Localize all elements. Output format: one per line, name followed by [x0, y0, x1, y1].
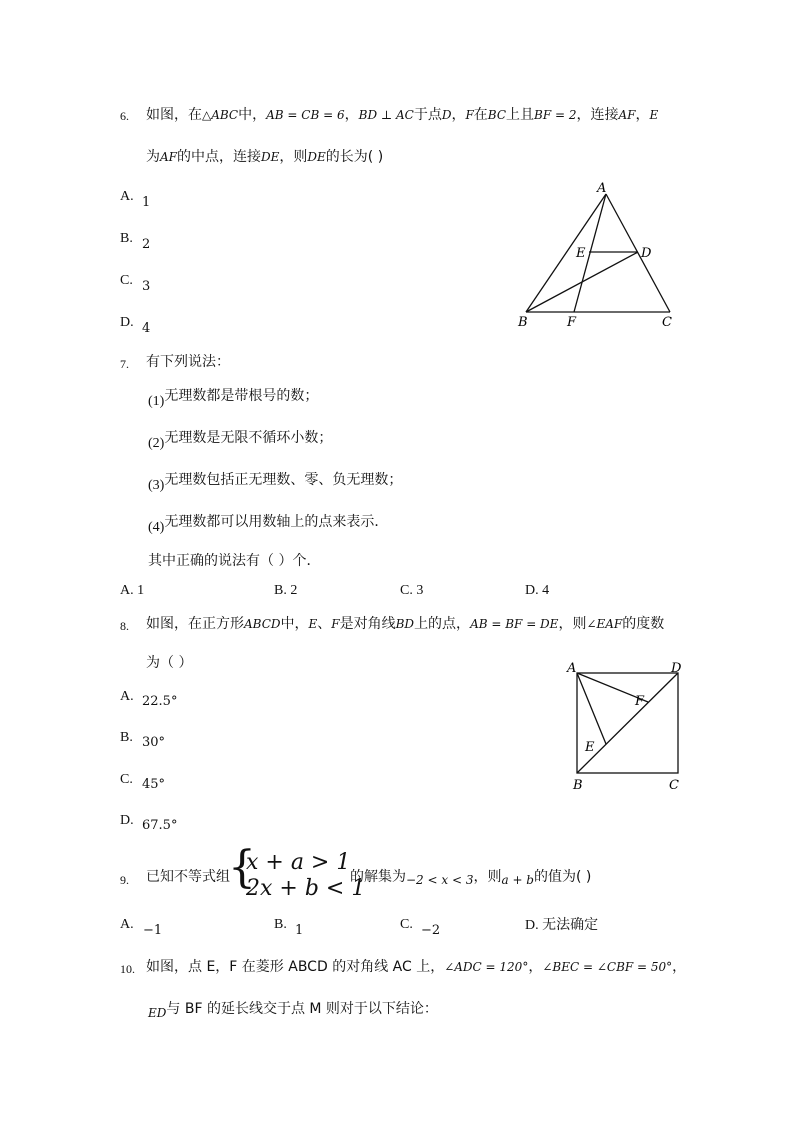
option-d-label: D. [120, 813, 134, 828]
question-8-line-2: 为（ ） [146, 655, 193, 671]
question-number: 6. [120, 109, 129, 123]
option-b-label: B. [274, 917, 287, 932]
option-c-label: C. [400, 917, 413, 932]
vertex-label-c: C [662, 315, 672, 330]
diagonal-bd [577, 673, 678, 773]
vertex-label-e: E [585, 740, 595, 755]
question-9-intro: 已知不等式组 [146, 869, 230, 885]
statement-1: (1)无理数都是带根号的数； [148, 388, 319, 409]
option-a-label: A. [120, 689, 134, 704]
vertex-label-a: A [567, 661, 577, 676]
vertex-label-b: B [518, 315, 528, 330]
vertex-label-e: E [576, 246, 586, 261]
option-a[interactable]: A. 1 [120, 583, 145, 598]
option-d[interactable]: D. 4 [525, 583, 550, 598]
vertex-label-d: D [641, 246, 652, 261]
segment-af [574, 194, 606, 312]
question-number: 8. [120, 619, 129, 633]
option-b-value[interactable]: 2 [142, 237, 151, 252]
option-a-label: A. [120, 917, 134, 932]
segment-ac [606, 194, 670, 312]
segment-ab [526, 194, 606, 312]
option-b-label: B. [120, 730, 133, 745]
statement-2: (2)无理数是无限不循环小数； [148, 430, 333, 451]
system-brace: { [228, 842, 256, 893]
question-10-line-1: 如图，点 E，F 在菱形 ABCD 的对角线 AC 上，∠ADC = 120°，∠BEC = ∠CBF = 50°， [146, 959, 687, 975]
option-d-label: D. [120, 315, 134, 330]
segment-ae [577, 673, 606, 744]
option-c-label: C. [120, 772, 133, 787]
option-d-value[interactable]: 67.5° [142, 818, 178, 833]
question-7-ask: 其中正确的说法有（ ）个． [148, 553, 321, 569]
option-b-value[interactable]: 1 [295, 923, 304, 938]
option-c-value[interactable]: 45° [142, 777, 166, 792]
option-b[interactable]: B. 2 [274, 583, 298, 598]
option-c-label: C. [120, 273, 133, 288]
segment-af [577, 673, 648, 702]
question-6-line-2: 为AF的中点，连接DE，则DE的长为( ) [146, 149, 384, 165]
vertex-label-d: D [671, 661, 682, 676]
question-9-rest: 的解集为−2 < x < 3，则a + b的值为( ) [350, 869, 592, 887]
question-number: 10. [120, 962, 135, 976]
option-a-value[interactable]: 1 [142, 195, 151, 210]
option-d-value[interactable]: 4 [142, 321, 151, 336]
option-b-label: B. [120, 231, 133, 246]
vertex-label-f: F [635, 694, 645, 709]
statement-4: (4)无理数都可以用数轴上的点来表示． [148, 514, 389, 535]
option-b-value[interactable]: 30° [142, 735, 166, 750]
option-c[interactable]: C. 3 [400, 583, 424, 598]
option-a-label: A. [120, 189, 134, 204]
inequality-1: x + a > 1 [246, 850, 351, 875]
option-a-value[interactable]: 22.5° [142, 694, 178, 709]
option-d[interactable]: D. 无法确定 [525, 917, 599, 933]
inequality-2: 2x + b < 1 [246, 876, 366, 901]
vertex-label-c: C [669, 778, 679, 793]
question-7-intro: 有下列说法： [146, 354, 230, 370]
question-10-line-2: ED与 BF 的延长线交于点 M 则对于以下结论： [148, 1001, 438, 1020]
question-8-line-1: 如图，在正方形ABCD中，E、F是对角线BD上的点，AB = BF = DE，则∠EAF的度数 [146, 616, 665, 632]
question-6-line-1: 如图，在△ABC中，AB = CB = 6，BD ⊥ AC于点D，F在BC上且BF = 2，连接AF，E [146, 107, 659, 123]
vertex-label-a: A [597, 181, 607, 196]
option-c-value[interactable]: 3 [142, 279, 151, 294]
question-number: 7. [120, 357, 129, 371]
option-a-value[interactable]: −1 [143, 923, 163, 938]
statement-3: (3)无理数包括正无理数、零、负无理数； [148, 472, 403, 493]
segment-bd [526, 252, 638, 312]
vertex-label-f: F [567, 315, 577, 330]
square-abcd [577, 673, 678, 773]
option-c-value[interactable]: −2 [421, 923, 441, 938]
question-number: 9. [120, 873, 129, 887]
vertex-label-b: B [573, 778, 583, 793]
